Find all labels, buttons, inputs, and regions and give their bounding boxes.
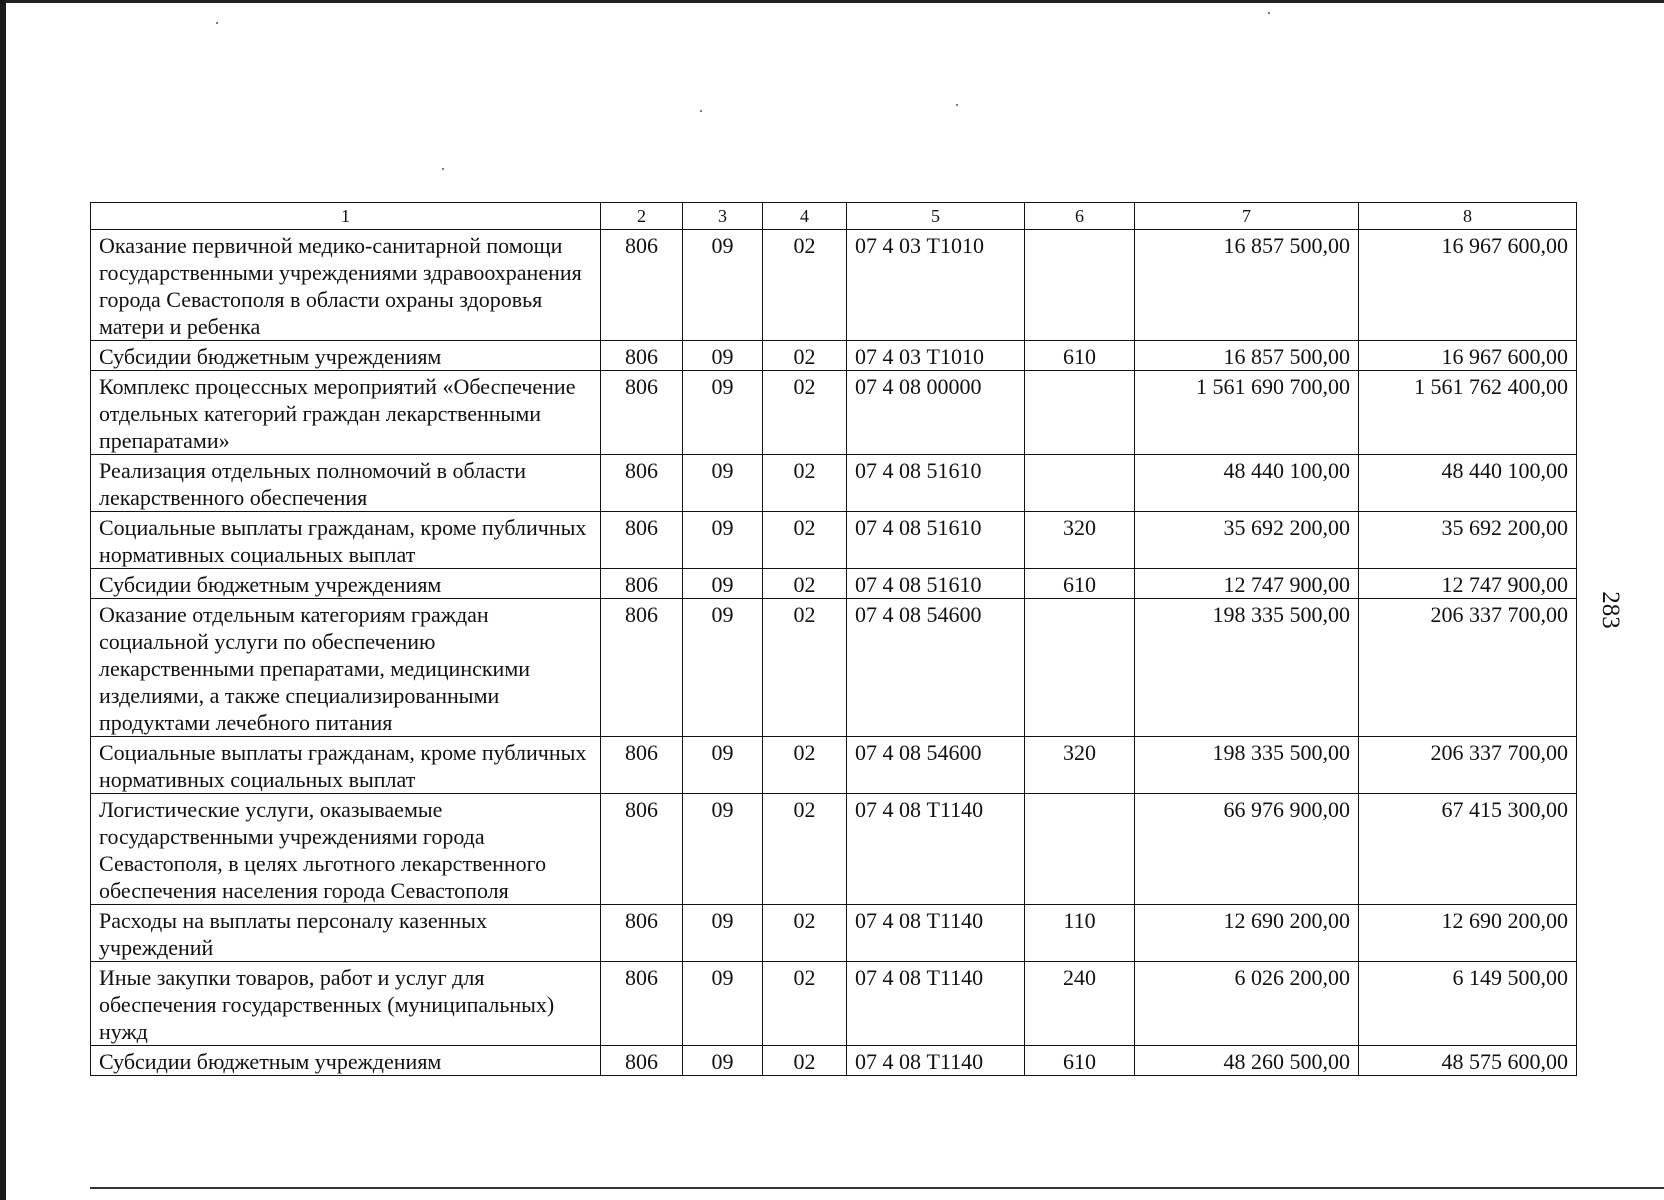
row-name: Социальные выплаты гражданам, кроме публичных нормативных социальных выплат (91, 737, 601, 794)
target-article-code: 07 4 08 Т1140 (847, 1046, 1025, 1076)
ministry-code: 806 (601, 962, 683, 1046)
section-code: 09 (683, 230, 763, 341)
subsection-code: 02 (763, 962, 847, 1046)
amount-col-8: 67 415 300,00 (1359, 794, 1577, 905)
expense-type-code (1025, 455, 1135, 512)
ministry-code: 806 (601, 737, 683, 794)
subsection-code: 02 (763, 230, 847, 341)
section-code: 09 (683, 371, 763, 455)
amount-col-8: 16 967 600,00 (1359, 341, 1577, 371)
expense-type-code: 320 (1025, 737, 1135, 794)
target-article-code: 07 4 08 00000 (847, 371, 1025, 455)
target-article-code: 07 4 08 Т1140 (847, 962, 1025, 1046)
ministry-code: 806 (601, 599, 683, 737)
subsection-code: 02 (763, 599, 847, 737)
expense-type-code: 610 (1025, 341, 1135, 371)
target-article-code: 07 4 08 54600 (847, 737, 1025, 794)
subsection-code: 02 (763, 569, 847, 599)
amount-col-7: 16 857 500,00 (1135, 230, 1359, 341)
section-code: 09 (683, 569, 763, 599)
amount-col-7: 12 690 200,00 (1135, 905, 1359, 962)
amount-col-8: 48 440 100,00 (1359, 455, 1577, 512)
header-col-2: 2 (601, 203, 683, 230)
amount-col-7: 16 857 500,00 (1135, 341, 1359, 371)
target-article-code: 07 4 03 Т1010 (847, 230, 1025, 341)
amount-col-8: 35 692 200,00 (1359, 512, 1577, 569)
subsection-code: 02 (763, 1046, 847, 1076)
table-row (91, 341, 1577, 371)
expense-type-code: 610 (1025, 1046, 1135, 1076)
table-row (91, 512, 1577, 569)
row-name: Субсидии бюджетным учреждениям (91, 1046, 601, 1076)
subsection-code: 02 (763, 737, 847, 794)
subsection-code: 02 (763, 905, 847, 962)
table-row (91, 230, 1577, 341)
amount-col-8: 1 561 762 400,00 (1359, 371, 1577, 455)
amount-col-8: 206 337 700,00 (1359, 737, 1577, 794)
target-article-code: 07 4 03 Т1010 (847, 341, 1025, 371)
table-row (91, 1046, 1577, 1076)
page-number: 283 (1597, 591, 1624, 629)
subsection-code: 02 (763, 341, 847, 371)
subsection-code: 02 (763, 455, 847, 512)
amount-col-7: 66 976 900,00 (1135, 794, 1359, 905)
header-col-6: 6 (1025, 203, 1135, 230)
expense-type-code: 110 (1025, 905, 1135, 962)
section-code: 09 (683, 1046, 763, 1076)
section-code: 09 (683, 455, 763, 512)
header-col-1: 1 (91, 203, 601, 230)
header-col-8: 8 (1359, 203, 1577, 230)
amount-col-7: 198 335 500,00 (1135, 737, 1359, 794)
ministry-code: 806 (601, 455, 683, 512)
ministry-code: 806 (601, 371, 683, 455)
ministry-code: 806 (601, 512, 683, 569)
target-article-code: 07 4 08 51610 (847, 512, 1025, 569)
table-row (91, 371, 1577, 455)
table-row (91, 455, 1577, 512)
target-article-code: 07 4 08 51610 (847, 455, 1025, 512)
header-col-3: 3 (683, 203, 763, 230)
amount-col-8: 16 967 600,00 (1359, 230, 1577, 341)
subsection-code: 02 (763, 512, 847, 569)
scan-speck (216, 22, 218, 24)
scan-top-edge (0, 0, 1664, 3)
table-row (91, 794, 1577, 905)
target-article-code: 07 4 08 Т1140 (847, 905, 1025, 962)
header-col-7: 7 (1135, 203, 1359, 230)
scan-speck (700, 110, 702, 112)
section-code: 09 (683, 905, 763, 962)
header-row (91, 203, 1577, 230)
expense-type-code: 320 (1025, 512, 1135, 569)
section-code: 09 (683, 737, 763, 794)
expense-type-code (1025, 794, 1135, 905)
amount-col-7: 48 260 500,00 (1135, 1046, 1359, 1076)
amount-col-8: 12 690 200,00 (1359, 905, 1577, 962)
amount-col-7: 12 747 900,00 (1135, 569, 1359, 599)
section-code: 09 (683, 962, 763, 1046)
expense-type-code (1025, 230, 1135, 341)
ministry-code: 806 (601, 569, 683, 599)
row-name: Оказание первичной медико-санитарной помощи государственными учреждениями здравоохранения города Севастополя в области охраны здоровья матери и ребенка (91, 230, 601, 341)
subsection-code: 02 (763, 371, 847, 455)
table-row (91, 599, 1577, 737)
ministry-code: 806 (601, 905, 683, 962)
table-row (91, 905, 1577, 962)
ministry-code: 806 (601, 230, 683, 341)
section-code: 09 (683, 794, 763, 905)
expense-type-code (1025, 599, 1135, 737)
amount-col-8: 206 337 700,00 (1359, 599, 1577, 737)
row-name: Субсидии бюджетным учреждениям (91, 569, 601, 599)
row-name: Субсидии бюджетным учреждениям (91, 341, 601, 371)
row-name: Оказание отдельным категориям граждан социальной услуги по обеспечению лекарственными препаратами, медицинскими изделиями, а также специализированными продуктами лечебного питания (91, 599, 601, 737)
table-row (91, 737, 1577, 794)
section-code: 09 (683, 599, 763, 737)
ministry-code: 806 (601, 794, 683, 905)
amount-col-8: 6 149 500,00 (1359, 962, 1577, 1046)
subsection-code: 02 (763, 794, 847, 905)
expense-type-code: 240 (1025, 962, 1135, 1046)
ministry-code: 806 (601, 341, 683, 371)
table-row (91, 962, 1577, 1046)
budget-table (90, 202, 1577, 1076)
scan-speck (1268, 12, 1270, 14)
amount-col-7: 1 561 690 700,00 (1135, 371, 1359, 455)
row-name: Социальные выплаты гражданам, кроме публичных нормативных социальных выплат (91, 512, 601, 569)
row-name: Иные закупки товаров, работ и услуг для обеспечения государственных (муниципальных) нужд (91, 962, 601, 1046)
row-name: Логистические услуги, оказываемые государственными учреждениями города Севастополя, в целях льготного лекарственного обеспечения населения города Севастополя (91, 794, 601, 905)
section-code: 09 (683, 512, 763, 569)
target-article-code: 07 4 08 51610 (847, 569, 1025, 599)
scan-bottom-line (90, 1187, 1664, 1189)
header-col-4: 4 (763, 203, 847, 230)
ministry-code: 806 (601, 1046, 683, 1076)
section-code: 09 (683, 341, 763, 371)
expense-type-code (1025, 371, 1135, 455)
scan-speck (956, 104, 958, 106)
table-row (91, 569, 1577, 599)
expense-type-code: 610 (1025, 569, 1135, 599)
row-name: Комплекс процессных мероприятий «Обеспечение отдельных категорий граждан лекарственными препаратами» (91, 371, 601, 455)
row-name: Реализация отдельных полномочий в области лекарственного обеспечения (91, 455, 601, 512)
target-article-code: 07 4 08 Т1140 (847, 794, 1025, 905)
amount-col-7: 35 692 200,00 (1135, 512, 1359, 569)
amount-col-7: 198 335 500,00 (1135, 599, 1359, 737)
row-name: Расходы на выплаты персоналу казенных учреждений (91, 905, 601, 962)
scan-left-edge (0, 0, 6, 1200)
target-article-code: 07 4 08 54600 (847, 599, 1025, 737)
amount-col-7: 48 440 100,00 (1135, 455, 1359, 512)
amount-col-8: 48 575 600,00 (1359, 1046, 1577, 1076)
amount-col-7: 6 026 200,00 (1135, 962, 1359, 1046)
amount-col-8: 12 747 900,00 (1359, 569, 1577, 599)
scan-speck (442, 168, 444, 170)
header-col-5: 5 (847, 203, 1025, 230)
